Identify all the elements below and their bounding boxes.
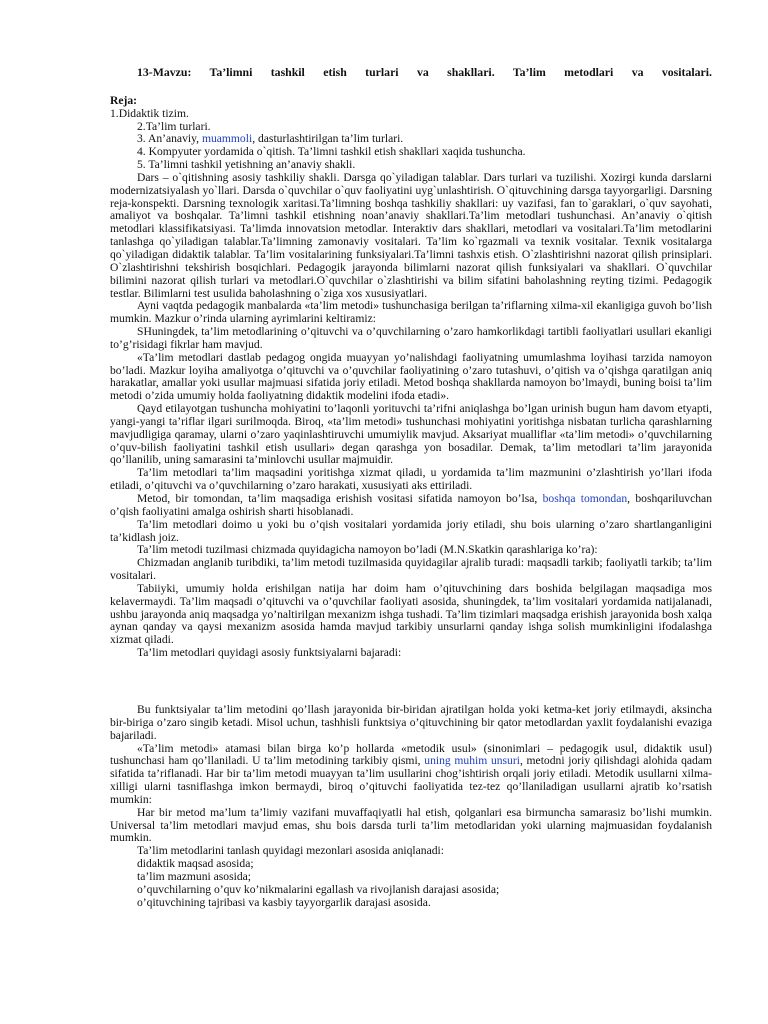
plan-item: 2.Ta’lim turlari.	[137, 119, 211, 133]
paragraph: Har bir metod ma’lum ta’limiy vazifani muvaffaqiyatli hal etish, qolganlari esa birmuncha samarasiz bo’lishi mumkin. Universal ta’lim metodlari mavjud emas, shu bois darsda turli ta’lim metodlaridan yoki ularning majmuasidan foydalanish mumkin.	[110, 805, 712, 845]
uning-muhim-unsuri-link[interactable]: uning muhim unsuri	[424, 754, 520, 768]
paragraph: Qayd etilayotgan tushuncha mohiyatini to’laqonli yorituvchi ta’rifni aniqlashga bo’lgan urinish bugun ham davom etyapti, yangi-yangi ta’riflar ilgari surilmoqda. Biroq, «ta’lim metodi» tushunchasi mohiyatini yoritishga nisbatan turlicha qarashlarning mavjudligiga qaramay, ularni o’zaro yaqinlashtiruvchi umumiylik mavjud. Aksariyat mualliflar «ta’lim metodi» o’quvchilarning o’quv-bilish faoliyatini tashkil etish usullari» degan qarashga yon bosadilar. Demak, ta’lim metodlari ta’lim jarayonida qo’llanilib, uning samarasini ta’minlovchi usullar majmuidir.	[110, 402, 712, 467]
paragraph: Ta’lim metodlarini tanlash quyidagi mezonlari asosida aniqlanadi:	[137, 844, 444, 858]
paragraph: Metod, bir tomondan, ta’lim maqsadiga erishish vositasi sifatida namoyon bo’lsa, boshqa tomondan, boshqariluvchan o’qish faoliyatini amalga oshirish sharti hisoblanadi.	[110, 492, 712, 518]
paragraph: «Ta’lim metodlari dastlab pedagog ongida muayyan yo’nalishdagi faoliyatning umumlashma loyihasi tarzida namoyon bo’ladi. Mazkur loyiha amaliyotga o’qituvchi va o’quvchilar faoliyatining o’zaro tutashuvi, o’qitish va o’qishga qaratilgan aniq harakatlar, amallar yoki usullar majmuasi sifatida joriy etiladi. Metod boshqa shakllarda namoyon bo’lmaydi, buning boisi ta’lim metodi o’zida umumiy holda faoliyatning didaktik modelini ifoda etadi».	[110, 350, 712, 403]
list-item: didaktik maqsad asosida;	[137, 857, 254, 871]
plan-item: 3. An’anaviy, muammoli, dasturlashtirilgan ta’lim turlari.	[137, 132, 404, 146]
paragraph: «Ta’lim metodi» atamasi bilan birga ko’p hollarda «metodik usul» (sinonimlari – pedagogik usul, didaktik usul) tushunchasi ham qo’llaniladi. U ta’lim metodining tarkibiy qismi, uning muhim unsuri, metodni joriy qilishdagi alohida qadam sifatida ta’riflanadi. Har bir ta’lim metodi muayyan ta’lim usullarini chog’ishtirish orqali joriy etiladi. Metodik usullarni xilma-xilligi ularni tasniflashga imkon bermaydi, biroq o’qituvchi faoliyatida tez-tez qo’llaniladigan usullarni ajratib ko’rsatish mumkin:	[110, 741, 713, 806]
paragraph: Bu funktsiyalar ta’lim metodini qo’llash jarayonida bir-biridan ajratilgan holda yoki ketma-ket joriy etilmaydi, aksincha bir-biriga o’zaro singib ketadi. Misol uchun, tashhisli funktsiya o’qituvchining bir qator metodlardan yaxlit foydalanishi evaziga bajariladi.	[110, 702, 712, 742]
plan-item: 1.Didaktik tizim.	[110, 106, 189, 120]
paragraph: Chizmadan anglanib turibdiki, ta’lim metodi tuzilmasida quyidagilar ajralib turadi: maqsadli tarkib; faoliyatli tarkib; ta’lim vositalari.	[110, 556, 712, 583]
boshqa-tomondan-link[interactable]: boshqa tomondan	[542, 492, 628, 505]
paragraph: Ayni vaqtda pedagogik manbalarda «ta’lim metodi» tushunchasiga berilgan ta’riflarning xilma-xil ekanligiga guvoh bo’lish mumkin. Mazkur o’rinda ularning ayrimlarini keltiramiz:	[110, 299, 712, 326]
muammoli-link[interactable]: muammoli	[201, 132, 253, 146]
list-item: ta’lim mazmuni asosida;	[137, 869, 251, 883]
plan-list	[110, 108, 712, 172]
list-item: o’qituvchining tajribasi va kasbiy tayyorgarlik darajasi asosida.	[137, 895, 431, 909]
plan-heading: Reja:	[110, 93, 138, 107]
list-item: o’quvchilarning o’quv ko’nikmalarini egallash va rivojlanish darajasi asosida;	[137, 882, 500, 896]
paragraph: Tabiiyki, umumiy holda erishilgan natija har doim ham o’qituvchining dars boshida belgilagan maqsadiga mos kelavermaydi. Ta’lim maqsadi o’qituvchi va o’quvchilar faoliyati asosida, shuningdek, ta’lim vositalari yordamida natijalanadi, ushbu jarayonda aniq maqsadga yo’naltirilgan mexanizm ishga tushadi. Ta’lim tizimlari maqsadga erishish jarayonida bosh xalqa aynan qanday va qaysi mexanizm asosida hamda mavjud tarkibiy unsurlarni qanday ishga solish mumkinligini ifodalashga xizmat qiladi.	[110, 581, 712, 647]
paragraph: Dars – o`qitishning asosiy tashkiliy shakli. Darsga qo`yiladigan talablar. Dars turlari va tuzilishi. Xozirgi kunda darslarni modernizatsiyalash yo`llari. Darsda o`quvchilar o`quv faoliyatini uyg`unlashtirish. O`qituvchining darsga tayyorgarligi. Darsning reja-konspekti. Darsning texnologik xaritasi.Ta’limning boshqa tashkiliy shakllari: uy vazifasi, fan to`garaklari, o`quv sayohati, amaliyot va boshqalar. Ta’limni tashkil etishning noan’anaviy shakllari.Ta’lim metodlari tushunchasi. An’anaviy o`qitish metodlari klassifikatsiyasi. Ta’limda innovatsion metodlar. Interaktiv dars shakllari, metodlari va vositalari.Ta’lim metodlarini tanlashga qo`yiladigan talablar.Ta’limning zamonaviy vositalari. Ta’lim ko`rgazmali va texnik vositalar. Texnik vositalarga qo`yiladigan didaktik talablar. Ta’lim vositalarining funksiyalari.Ta’limni tashxis etish. O`zlashtirishni nazorat qilish prinsiplari. O`zlashtirishni tekshirish bosqichlari. Pedagogik jarayonda bilimlarni nazorat qilish funksiyalari va shakllari. O`quvchilar bilimini nazorat qilish turlari va metodlari.O`quvchilar o`zlashtirishi va bilim sifatini baholashning reyting tizimi. Pedagogik testlar. Bilimlarni test usulida baholashning o`ziga xos xususiyatlari.	[110, 170, 712, 300]
figure-placeholder	[110, 660, 712, 704]
paragraph: Ta’lim metodlari ta’lim maqsadini yoritishga xizmat qiladi, u yordamida ta’lim mazmunini o’zlashtirish yo’llari ifoda etiladi, o’qituvchi va o’quvchilarning o’zaro harakati, xususiyati aks ettiriladi.	[110, 466, 712, 493]
paragraph: SHuningdek, ta’lim metodlarining o’qituvchi va o’quvchilarning o’zaro hamkorlikdagi tartibli faoliyatlari usullari ekanligi to’g’risidagi fikrlar ham mavjud.	[110, 325, 712, 351]
criteria-list	[110, 858, 712, 909]
paragraph: Ta’lim metodlari doimo u yoki bu o’qish vositalari yordamida joriy etiladi, shu bois ularning o’zaro shartlanganligini ta’kidlash joiz.	[110, 517, 712, 544]
paragraph: Ta’lim metodlari quyidagi asosiy funktsiyalarni bajaradi:	[137, 646, 402, 660]
plan-item: 4. Kompyuter yordamida o`qitish. Ta’limni tashkil etish shakllari xaqida tushuncha.	[137, 145, 526, 159]
paragraph: Ta’lim metodi tuzilmasi chizmada quyidagicha namoyon bo’ladi (M.N.Skatkin qarashlariga ko’ra):	[137, 543, 598, 557]
page-title: 13-Mavzu: Ta’limni tashkil etish turlari va shakllari. Ta’lim metodlari va vositalari.	[137, 65, 712, 79]
plan-item: 5. Ta’limni tashkil yetishning an’anaviy shakli.	[137, 158, 356, 172]
